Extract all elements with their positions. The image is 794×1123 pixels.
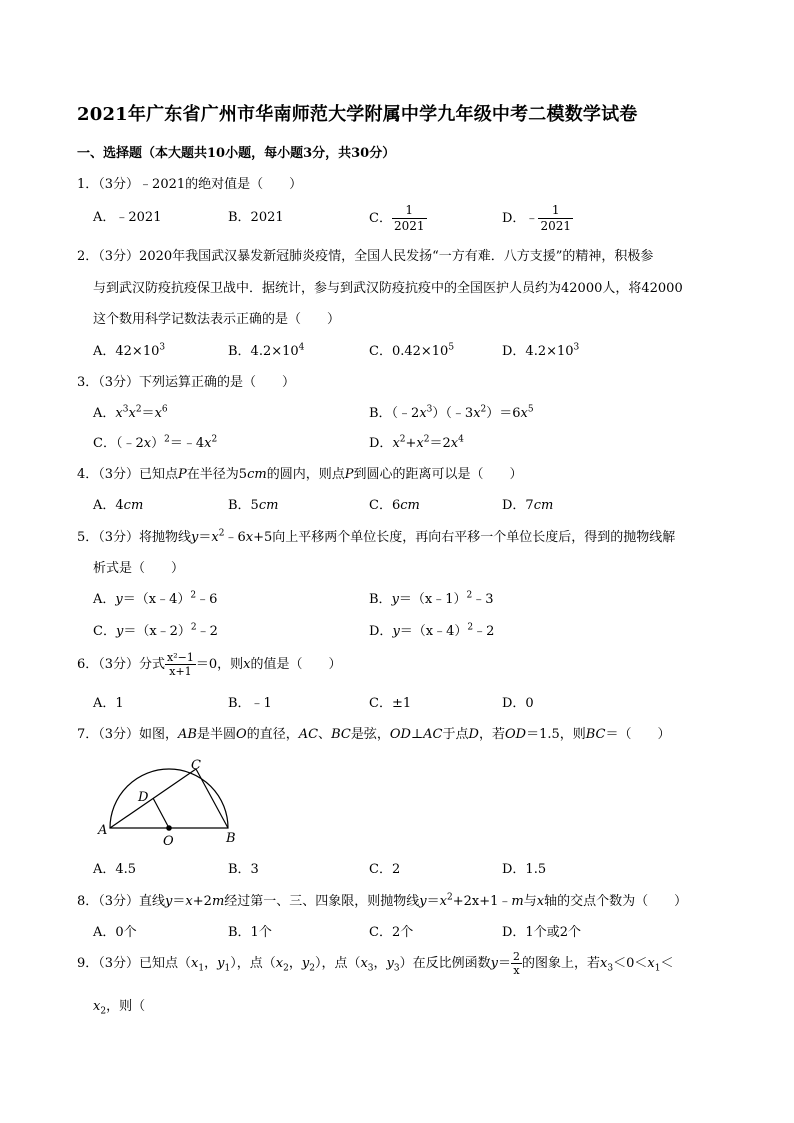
q5-rest2: +5向上平移两个单位长度，再向右平移一个单位长度后，得到的抛物线解	[253, 530, 676, 545]
q7-bc: BC	[331, 727, 351, 742]
q6-den: x+1	[169, 665, 192, 678]
q3-d-label: D．	[369, 436, 393, 451]
q3-d-x1: x	[392, 436, 400, 451]
q8-option-b: B．1个	[228, 925, 272, 940]
q7-ac2: AC	[423, 727, 443, 742]
q5-a-e: 2	[190, 590, 197, 601]
q9-c1: ，	[204, 956, 218, 971]
q2-option-d	[502, 342, 580, 359]
q3-c-e2: 2	[211, 434, 218, 445]
q4-d-unit: cm	[533, 498, 554, 513]
q3-d-e1: 2	[399, 434, 406, 445]
q8-eq2: ＝	[426, 894, 440, 909]
question-2-line-2: 与到武汉防疫抗疫保卫战中．据统计，参与到武汉防疫抗疫中的全国医护人员约为42000人，将42000	[93, 281, 683, 296]
q7-t3: 、	[318, 727, 332, 742]
q9-l2-x: x	[93, 999, 101, 1014]
q1-c-fraction	[392, 203, 427, 234]
q9-s8: 1	[654, 963, 661, 974]
q3-c-x1: x	[143, 436, 152, 451]
question-7-stem	[77, 728, 671, 741]
q9-y1: y	[217, 956, 225, 971]
q8-x3: x	[536, 894, 545, 909]
q7-t8: ＝1.5，则	[526, 727, 586, 742]
q9-p3: ）在反比例函数	[399, 956, 491, 971]
q6-option-a: A．1	[93, 696, 124, 711]
q2-d-base: D．4.2×10	[502, 344, 574, 359]
q4-cm: cm	[247, 467, 267, 482]
q5-option-d	[369, 622, 495, 639]
question-5-line-1	[77, 528, 676, 545]
q7-d: D	[468, 727, 479, 742]
q4-c-unit: cm	[400, 498, 420, 513]
q3-option-b	[369, 404, 534, 421]
q3-option-d	[369, 434, 464, 451]
q6-option-d: D．0	[502, 696, 534, 711]
q9-lt1: ＜0＜	[613, 956, 648, 971]
q7-t4: 是弦，	[350, 727, 390, 742]
q3-option-c	[93, 434, 218, 451]
q3-a-e1: 3	[122, 404, 129, 415]
q9-c2: ，	[288, 956, 302, 971]
section-heading: 一、选择题（本大题共10小题，每小题3分，共30分）	[77, 146, 396, 161]
q5-x2: x	[245, 530, 254, 545]
q8-x2: x	[439, 894, 447, 909]
q5-c-label: C．	[93, 624, 116, 639]
q9-s4: 2	[309, 963, 315, 974]
q7-od: OD	[389, 727, 411, 742]
q2-option-a	[93, 342, 166, 359]
q8-t3: +2x+1﹣	[452, 894, 512, 909]
q5-option-a	[93, 590, 218, 607]
q9-p1: ），点（	[230, 956, 276, 971]
q5-c-end: ﹣2	[196, 624, 218, 639]
q8-pre: 8．（3分）直线	[77, 894, 166, 909]
q3-c-mid: ）	[151, 436, 165, 451]
q9-num: 2	[513, 950, 521, 963]
semicircle-arc	[110, 769, 228, 828]
q9-s5: 3	[367, 963, 374, 974]
q6-option-c: C．±1	[369, 696, 412, 711]
q1-d-fraction	[538, 203, 573, 234]
q3-b-label: B．（﹣2	[369, 406, 420, 421]
q6-option-b: B．﹣1	[228, 696, 272, 711]
q8-t5: 轴的交点个数为（ ）	[544, 894, 688, 909]
q5-eq: ＝	[198, 530, 212, 545]
q9-y2: y	[301, 956, 310, 971]
q5-rest1: ﹣6	[224, 530, 246, 545]
q4-b-unit: cm	[258, 498, 279, 513]
q3-c-e1: 2	[164, 434, 170, 445]
q9-s6: 3	[393, 963, 400, 974]
q9-x2: x	[275, 956, 284, 971]
q2-option-b	[228, 342, 305, 359]
q4-p1: P	[178, 467, 187, 482]
q7-t6: 于点	[442, 727, 469, 742]
q8-e2: 2	[447, 892, 453, 903]
q3-d-e3: 4	[458, 434, 464, 445]
q4-mid1: 在半径为5	[186, 467, 248, 482]
q9-l2-tail: ，则（	[106, 999, 146, 1014]
q9-y4: y	[490, 956, 499, 971]
q7-option-b: B．3	[228, 862, 259, 877]
q3-b-e3: 5	[527, 404, 534, 415]
q8-y2: y	[419, 894, 427, 909]
q5-b-e: 2	[466, 590, 473, 601]
q9-s7: 3	[607, 963, 614, 974]
q3-b-x2: x	[473, 406, 481, 421]
q5-b-tail: ＝（x﹣1）	[398, 592, 467, 607]
q7-t5: ⊥	[410, 727, 424, 742]
q6-post1: ＝0，则	[195, 657, 244, 672]
q7-od2: OD	[504, 727, 527, 742]
q9-p2: ），点（	[314, 956, 361, 971]
q4-option-a	[93, 499, 143, 512]
q1-option-d	[502, 203, 573, 234]
q9-x3: x	[360, 956, 368, 971]
q3-b-eq: ）＝6	[486, 406, 521, 421]
q2-a-exp: 3	[159, 342, 166, 353]
q2-c-exp: 5	[448, 342, 455, 353]
q3-d-e2: 2	[423, 434, 430, 445]
q5-a-label: A．	[93, 592, 116, 607]
q2-c-base: C．0.42×10	[369, 344, 449, 359]
q7-t7: ，若	[478, 727, 505, 742]
q3-b-mid: ）（﹣3	[432, 406, 474, 421]
q4-option-c	[369, 499, 420, 512]
segment-od	[153, 798, 169, 828]
q9-s1: 1	[198, 963, 205, 974]
q4-a-pre: A．4	[93, 498, 124, 513]
q8-option-c: C．2个	[369, 925, 414, 940]
question-2-line-1: 2．（3分）2020年我国武汉暴发新冠肺炎疫情，全国人民发扬“一方有难．八方支援”的精神，积极参	[77, 249, 654, 264]
q9-fraction	[511, 950, 522, 977]
q8-t4: 与	[523, 894, 537, 909]
q1-d-den: 2021	[540, 219, 571, 233]
q1-option-a: A．﹣2021	[93, 210, 162, 225]
q4-d-pre: D．7	[502, 498, 534, 513]
q7-ab: AB	[178, 727, 197, 742]
q2-option-c	[369, 342, 455, 359]
q7-t2: 的直径，	[246, 727, 299, 742]
label-c: C	[191, 758, 201, 773]
q3-a-x2: x	[128, 406, 136, 421]
q3-b-x3: x	[520, 406, 528, 421]
label-b: B	[226, 831, 236, 846]
q9-eq: ＝	[498, 956, 512, 971]
q8-x: x	[185, 894, 193, 909]
q8-eq1: ＝	[172, 894, 186, 909]
q5-a-y: y	[115, 592, 123, 607]
q3-b-e2: 2	[480, 404, 487, 415]
q5-d-label: D．	[369, 624, 393, 639]
q5-a-tail: ＝（x﹣4）	[122, 592, 191, 607]
q7-t9: ＝（ ）	[605, 727, 671, 742]
q5-b-y: y	[391, 592, 399, 607]
q3-c-label: C．（﹣2	[93, 436, 144, 451]
q4-option-b	[228, 499, 278, 512]
q1-option-b: B．2021	[228, 210, 284, 225]
q3-a-x1: x	[115, 406, 123, 421]
q1-d-label: D．﹣	[502, 211, 539, 226]
q7-option-c: C．2	[369, 862, 401, 877]
q8-m2: m	[511, 894, 524, 909]
q2-b-base: B．4.2×10	[228, 344, 299, 359]
q9-lt2: ＜	[660, 956, 674, 971]
q6-num: x²−1	[167, 651, 194, 664]
q8-m: m	[211, 894, 225, 909]
label-d: D	[138, 790, 149, 805]
q9-s2: 1	[224, 963, 231, 974]
q3-d-x2: x	[416, 436, 424, 451]
q1-c-num: 1	[392, 203, 427, 219]
q3-b-e1: 3	[426, 404, 433, 415]
q5-b-label: B．	[369, 592, 392, 607]
question-2-line-3: 这个数用科学记数法表示正确的是（ ）	[93, 312, 341, 327]
q3-a-eq: ＝	[141, 406, 155, 421]
q5-d-e: 2	[467, 622, 474, 633]
question-9-line-1	[77, 950, 674, 977]
center-point-o	[166, 825, 172, 831]
q5-b-end: ﹣3	[472, 592, 494, 607]
q8-option-d: D．1个或2个	[502, 925, 581, 940]
question-4-stem	[77, 468, 522, 481]
q3-b-x1: x	[419, 406, 427, 421]
chord-bc	[196, 769, 228, 828]
q5-x: x	[211, 530, 219, 545]
q4-option-d	[502, 499, 553, 512]
q2-b-exp: 4	[298, 342, 305, 353]
q5-c-y: y	[115, 624, 124, 639]
q7-ac: AC	[298, 727, 319, 742]
q8-y: y	[165, 894, 173, 909]
q3-d-eq: ＝2	[429, 436, 451, 451]
q3-c-eq: ＝﹣4	[169, 436, 205, 451]
semicircle-figure	[90, 755, 250, 850]
q9-x4: x	[600, 956, 608, 971]
q4-p2: P	[344, 467, 354, 482]
q1-c-label: C．	[369, 211, 392, 226]
q9-pre: 9．（3分）已知点（	[77, 956, 192, 971]
q5-pre: 5．（3分）将抛物线	[77, 530, 192, 545]
q2-d-exp: 3	[573, 342, 580, 353]
q5-option-b	[369, 590, 494, 607]
q2-a-base: A．42×10	[93, 344, 160, 359]
q5-d-tail: ＝（x﹣4）	[399, 624, 468, 639]
q9-s3: 2	[283, 963, 289, 974]
label-o: O	[163, 834, 174, 849]
q4-c-pre: C．6	[369, 498, 401, 513]
q3-a-x3: x	[154, 406, 162, 421]
q9-y3: y	[386, 956, 394, 971]
q7-option-d: D．1.5	[502, 862, 547, 877]
q7-o: O	[236, 727, 247, 742]
q6-x: x	[243, 657, 251, 672]
q5-a-end: ﹣6	[196, 592, 218, 607]
q3-option-a	[93, 404, 168, 421]
q3-a-e3: 6	[161, 404, 168, 415]
q1-d-num: 1	[538, 203, 573, 219]
q7-pre: 7．（3分）如图，	[77, 727, 179, 742]
q1-c-den: 2021	[393, 219, 425, 233]
q9-l2-sub: 2	[100, 1006, 107, 1017]
question-6-stem	[77, 651, 342, 678]
question-5-line-2: 析式是（ ）	[93, 561, 185, 576]
q6-fraction	[165, 651, 196, 678]
q5-d-y: y	[392, 624, 400, 639]
q5-y: y	[191, 530, 199, 545]
q3-d-plus: +	[405, 436, 417, 451]
q3-a-label: A．	[93, 406, 116, 421]
q4-pre: 4．（3分）已知点	[77, 467, 179, 482]
page-title: 2021年广东省广州市华南师范大学附属中学九年级中考二模数学试卷	[77, 104, 638, 125]
q8-t1: +2	[192, 894, 212, 909]
question-8-stem	[77, 892, 688, 909]
q9-c3: ，	[373, 956, 387, 971]
q5-c-tail: ＝（x﹣2）	[123, 624, 191, 639]
q6-post2: 的值是（ ）	[250, 657, 342, 672]
label-a: A	[98, 823, 108, 838]
q5-e2: 2	[218, 528, 225, 539]
question-1-stem: 1．（3分）﹣2021的绝对值是（ ）	[77, 177, 303, 192]
q8-option-a: A．0个	[93, 925, 137, 940]
q6-pre: 6．（3分）分式	[77, 657, 166, 672]
q7-option-a: A．4.5	[93, 862, 137, 877]
q3-c-x2: x	[204, 436, 212, 451]
q9-den: x	[513, 964, 520, 977]
q3-d-x3: x	[450, 436, 459, 451]
q4-mid2: 的圆内，则点	[266, 467, 345, 482]
q7-bc2: BC	[585, 727, 606, 742]
q5-c-e: 2	[190, 622, 197, 633]
question-3-stem: 3．（3分）下列运算正确的是（ ）	[77, 375, 296, 390]
q4-b-pre: B．5	[228, 498, 259, 513]
q4-a-unit: cm	[123, 498, 144, 513]
q5-option-c	[93, 622, 218, 639]
question-9-line-2	[93, 999, 146, 1017]
q8-t2: 经过第一、三、四象限，则抛物线	[224, 894, 420, 909]
q9-x1: x	[191, 956, 199, 971]
q9-x5: x	[647, 956, 655, 971]
q4-post: 到圆心的距离可以是（ ）	[353, 467, 523, 482]
q7-t1: 是半圆	[197, 727, 237, 742]
q3-a-e2: 2	[135, 404, 142, 415]
q1-option-c	[369, 203, 427, 234]
q5-d-end: ﹣2	[473, 624, 495, 639]
q9-post: 的图象上，若	[522, 956, 601, 971]
